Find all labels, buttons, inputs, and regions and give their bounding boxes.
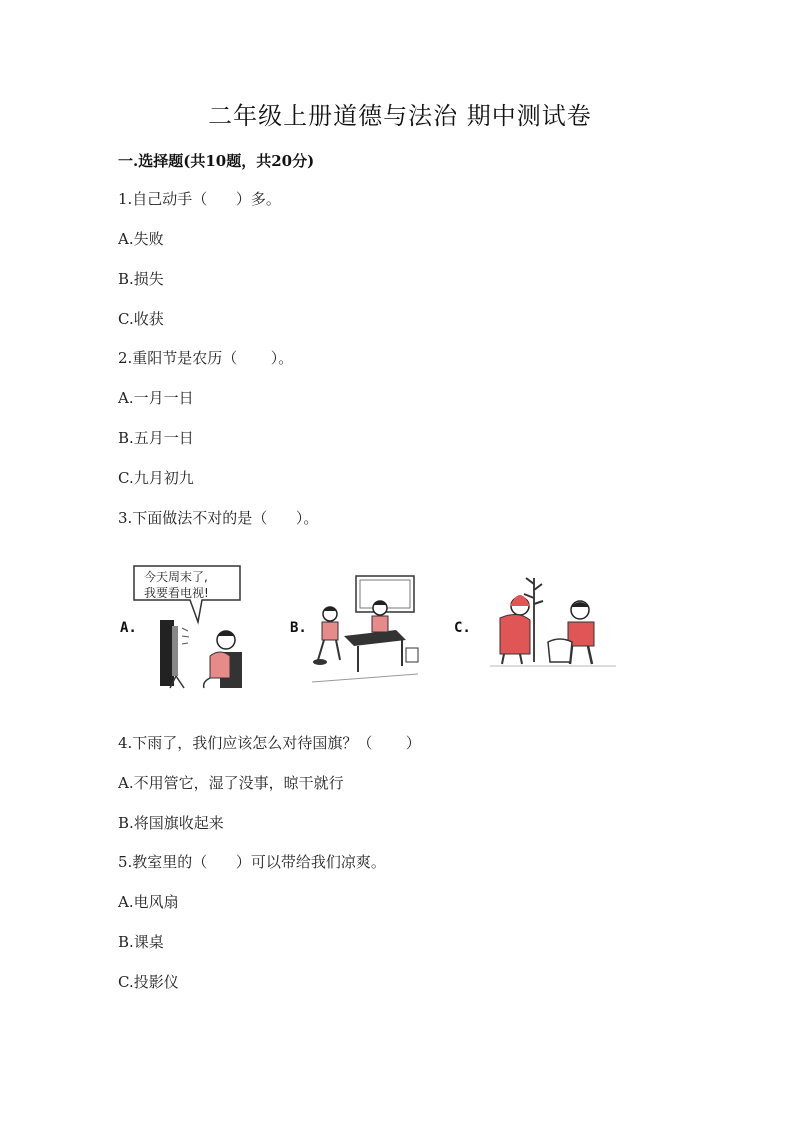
section-heading: 一.选择题(共10题，共20分) — [118, 152, 315, 170]
question-5-option-a: A.电风扇 — [118, 893, 179, 911]
figure-label-b: B. — [290, 620, 307, 636]
question-1-stem: 1.自己动手（ ）多。 — [118, 190, 281, 208]
bubble-line-2: 我要看电视! — [144, 586, 209, 600]
question-5-option-c: C.投影仪 — [118, 973, 179, 991]
question-2-option-c: C.九月初九 — [118, 469, 194, 487]
question-5-option-b: B.课桌 — [118, 933, 164, 951]
question-1-option-c: C.收获 — [118, 310, 164, 328]
figure-label-c: C. — [454, 620, 471, 636]
question-3-illustrations — [118, 560, 618, 695]
question-3-stem: 3.下面做法不对的是（ ）。 — [118, 509, 319, 527]
question-2-stem: 2.重阳节是农历（ ）。 — [118, 349, 294, 367]
cleaning-illustration — [310, 574, 420, 686]
question-2-option-b: B.五月一日 — [118, 429, 194, 447]
figure-label-a: A. — [120, 620, 137, 636]
question-2-option-a: A.一月一日 — [118, 389, 194, 407]
question-4-option-a: A.不用管它，湿了没事，晾干就行 — [118, 774, 344, 792]
question-5-stem: 5.教室里的（ ）可以带给我们凉爽。 — [118, 853, 386, 871]
planting-illustration — [488, 570, 618, 670]
question-1-option-b: B.损失 — [118, 270, 164, 288]
speech-bubble-text — [136, 568, 240, 602]
bubble-line-1: 今天周末了, — [144, 570, 208, 584]
question-4-stem: 4.下雨了，我们应该怎么对待国旗？（ ） — [118, 734, 421, 752]
question-4-option-b: B.将国旗收起来 — [118, 814, 224, 832]
question-1-option-a: A.失败 — [118, 230, 164, 248]
page-title: 二年级上册道德与法治 期中测试卷 — [208, 102, 592, 130]
